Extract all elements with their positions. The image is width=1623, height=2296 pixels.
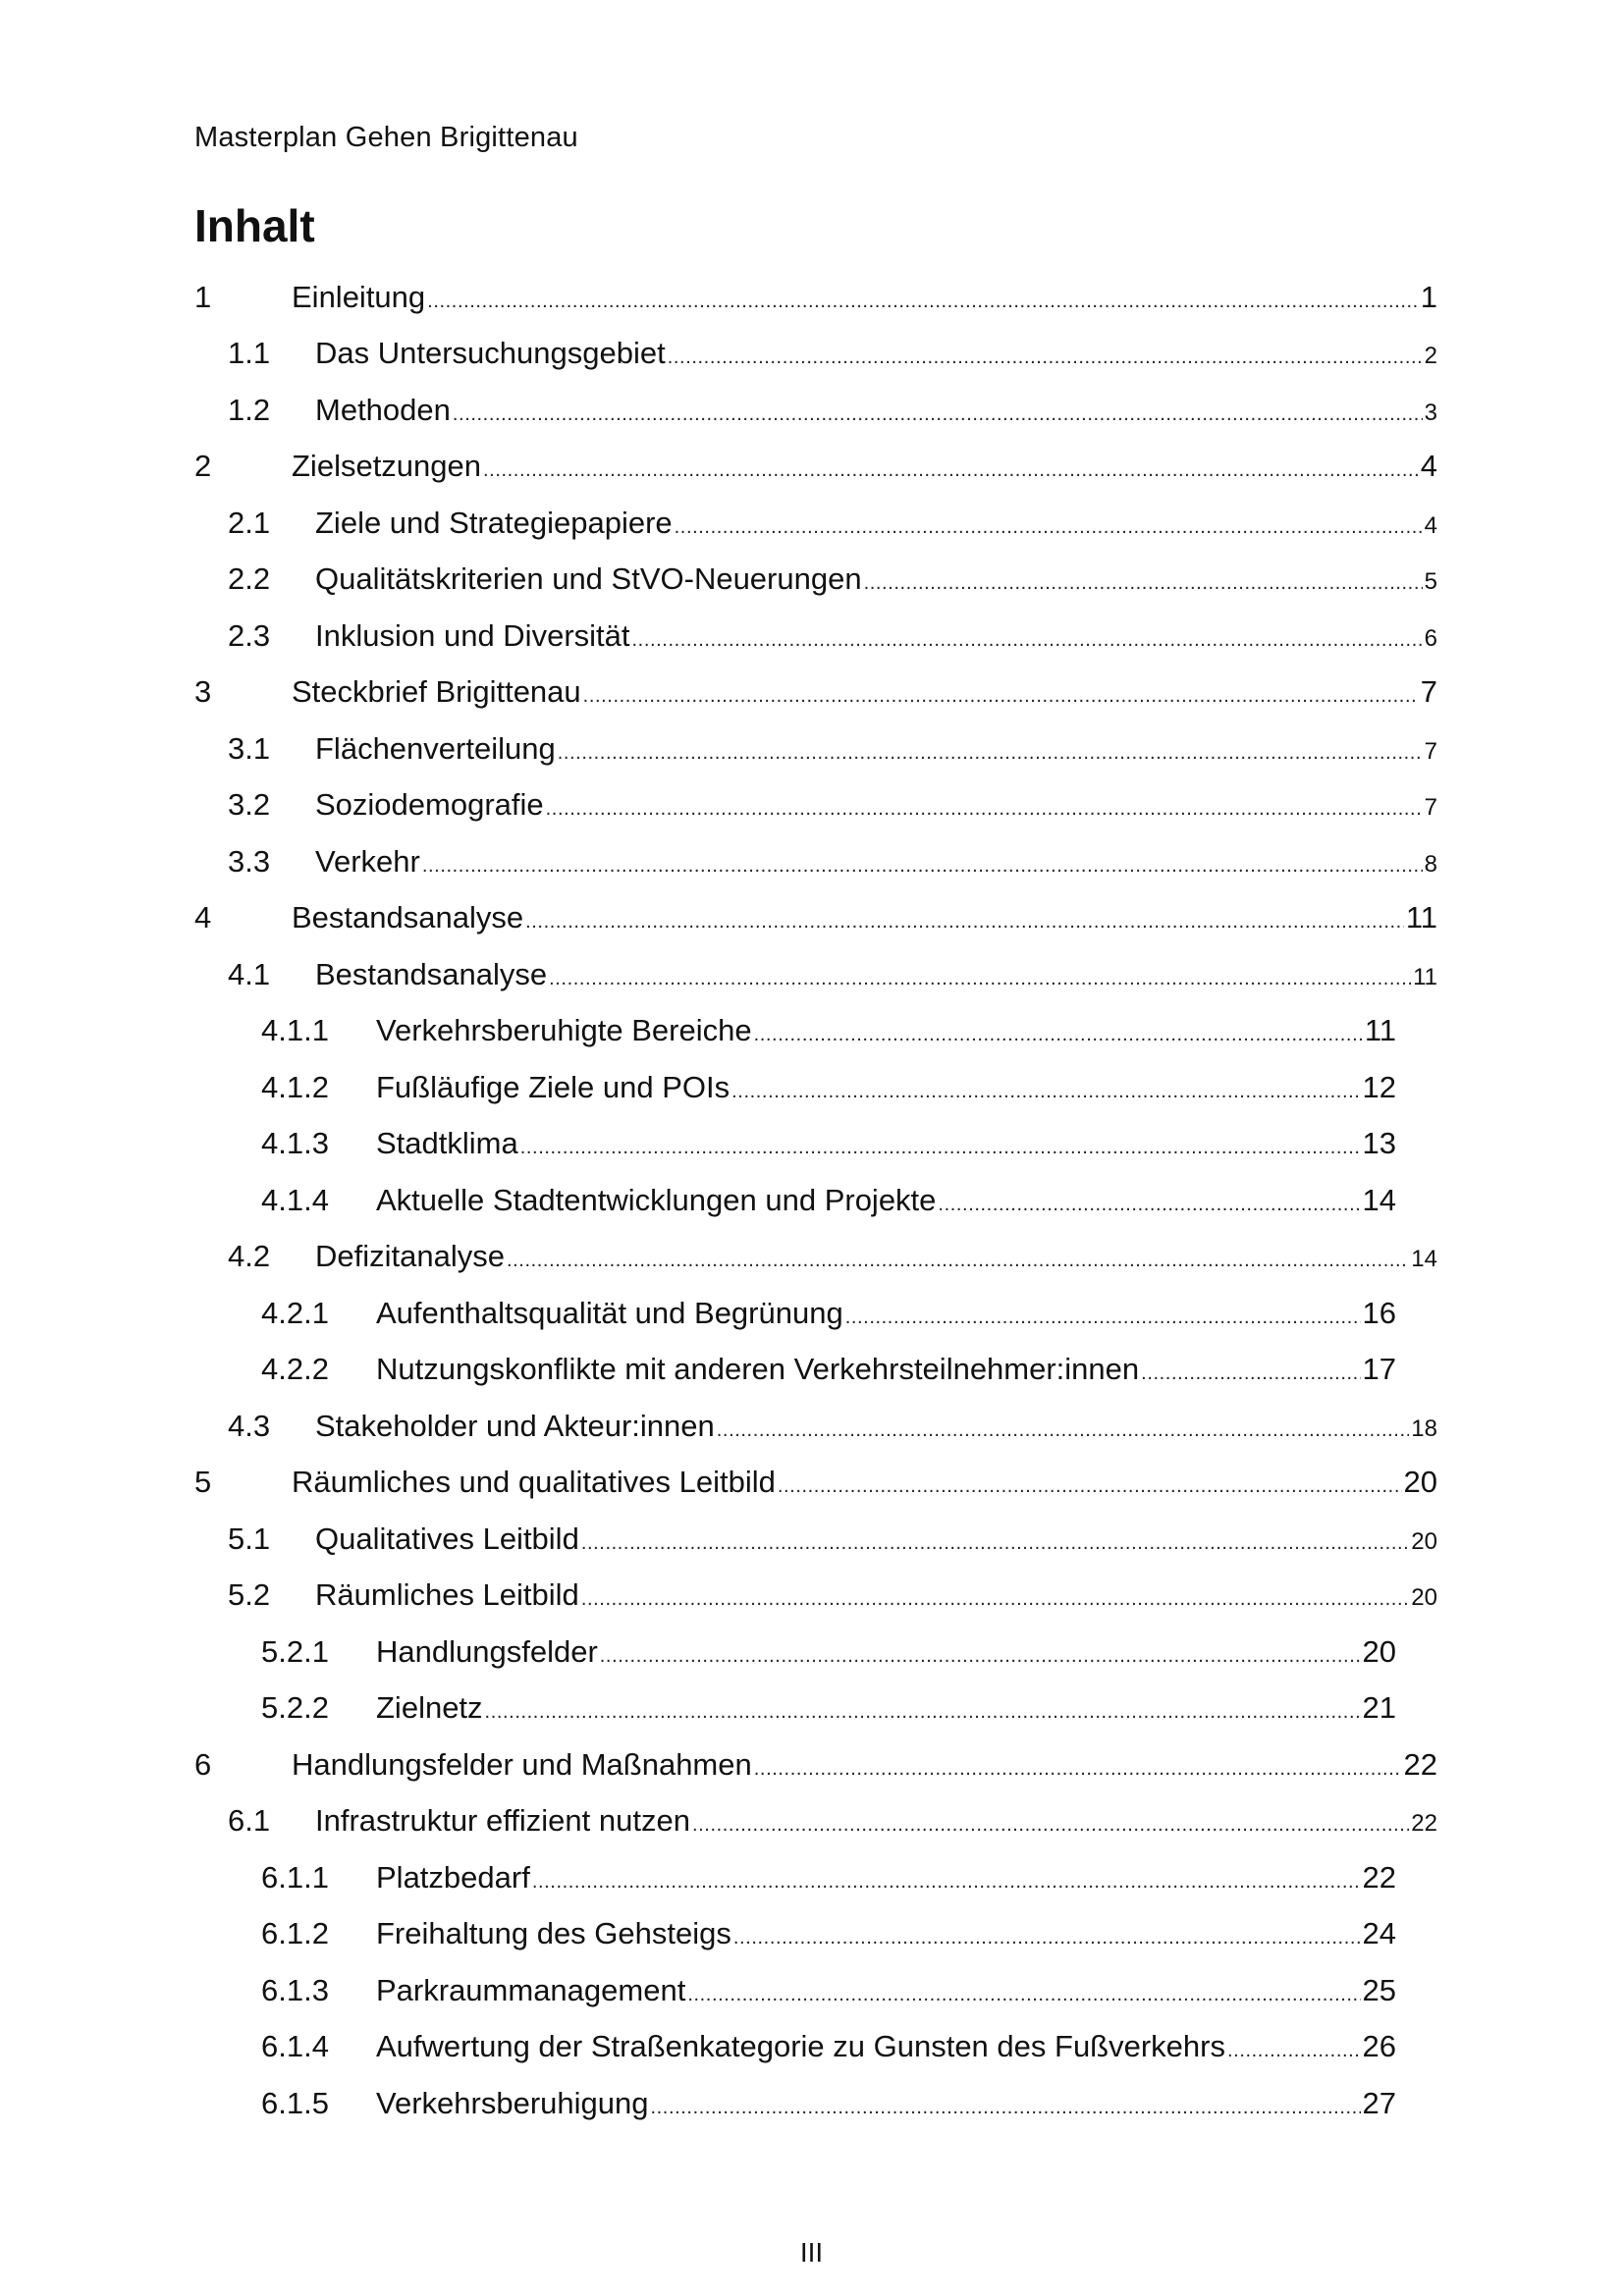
toc-entry-line [376,1973,1396,2008]
toc-dot-leader [864,572,1423,595]
toc-entry[interactable] [194,1059,1437,1116]
toc-entry-title: Freihaltung des Gehsteigs [376,1916,731,1951]
toc-entry-title: Räumliches Leitbild [315,1577,579,1613]
toc-entry-line [315,336,1437,371]
toc-entry-line [376,1916,1396,1951]
toc-entry-page: 17 [1362,1352,1396,1387]
toc-entry-line [315,618,1437,654]
toc-entry-number: 1 [194,279,212,314]
toc-entry-title: Zielnetz [376,1690,483,1726]
toc-entry-number: 3 [194,674,212,710]
toc-dot-leader [427,291,1419,313]
toc-entry[interactable] [194,1906,1437,1963]
toc-entry-line [315,1239,1437,1274]
toc-entry-page: 12 [1362,1069,1396,1104]
toc-entry[interactable] [194,1342,1437,1399]
toc-entry-page: 20 [1411,1527,1437,1555]
toc-entry-line [315,731,1437,767]
toc-entry-line [376,1352,1396,1387]
toc-entry-number: 1.1 [228,336,271,371]
toc-entry-line [292,449,1437,484]
toc-entry-number: 6 [194,1746,212,1782]
toc-entry-line [292,280,1437,315]
toc-entry-number: 2.2 [228,561,271,597]
toc-entry-page: 26 [1362,2029,1396,2064]
toc-entry-number: 4.2.2 [261,1352,329,1387]
toc-entry-number: 5.2.1 [261,1633,329,1669]
toc-entry-title: Aufwertung der Straßenkategorie zu Gunsten des Fußverkehrs [376,2029,1225,2064]
toc-entry[interactable] [194,495,1437,552]
toc-entry-number: 4.3 [228,1408,271,1443]
toc-dot-leader [668,347,1423,369]
toc-entry-title: Verkehrsberuhigte Bereiche [376,1013,752,1048]
toc-entry-number: 3.2 [228,787,271,823]
toc-entry-title: Aufenthaltsqualität und Begrünung [376,1295,843,1330]
toc-entry-page: 13 [1362,1126,1396,1161]
toc-dot-leader [558,742,1423,765]
toc-entry[interactable] [194,946,1437,1003]
toc-entry-page: 4 [1420,449,1437,484]
toc-entry-number: 4.1.2 [261,1069,329,1104]
toc-entry[interactable] [194,1455,1437,1512]
toc-entry-page: 11 [1413,963,1437,990]
toc-entry[interactable] [194,1285,1437,1342]
toc-entry[interactable] [194,833,1437,890]
toc-entry-line [315,1522,1437,1557]
toc-entry[interactable] [194,1624,1437,1681]
toc-dot-leader [422,855,1423,878]
toc-entry-page: 18 [1411,1415,1437,1442]
toc-entry-title: Parkraummanagement [376,1972,686,2007]
toc-entry-line [376,1690,1396,1726]
toc-entry-number: 4.1.3 [261,1126,329,1161]
toc-entry-number: 1.2 [228,392,271,427]
toc-dot-leader [731,1081,1360,1103]
toc-entry-page: 7 [1420,674,1437,710]
toc-entry-line [292,900,1437,935]
toc-entry-page: 22 [1403,1746,1437,1782]
toc-entry-number: 5.1 [228,1521,271,1556]
toc-entry[interactable] [194,1003,1437,1060]
toc-dot-leader [520,1137,1361,1159]
toc-entry-title: Fußläufige Ziele und POIs [376,1069,730,1104]
toc-entry-title: Einleitung [292,279,426,314]
toc-dot-leader [692,1814,1409,1837]
toc-entry-number: 6.1.3 [261,1972,329,2007]
toc-entry[interactable] [194,382,1437,439]
toc-entry[interactable] [194,1681,1437,1737]
toc-entry-title: Verkehrsberuhigung [376,2085,649,2120]
toc-entry-title: Infrastruktur effizient nutzen [315,1803,690,1839]
toc-dot-leader [581,1588,1409,1611]
toc-entry-title: Defizitanalyse [315,1239,505,1274]
toc-dot-leader [485,1701,1361,1724]
toc-dot-leader [632,629,1423,652]
toc-entry-title: Handlungsfelder [376,1633,598,1669]
toc-entry-page: 6 [1424,624,1437,652]
toc-entry-page: 16 [1362,1295,1396,1330]
toc-dot-leader [717,1419,1410,1442]
toc-entry-number: 6.1.5 [261,2085,329,2120]
toc-entry-title: Stadtklima [376,1126,518,1161]
toc-entry[interactable] [194,1172,1437,1229]
toc-entry[interactable] [194,439,1437,496]
toc-entry-line [376,1013,1396,1048]
toc-entry-title: Das Untersuchungsgebiet [315,336,666,371]
toc-dot-leader [532,1871,1361,1894]
toc-entry-number: 4.1.1 [261,1013,329,1048]
toc-entry-title: Handlungsfelder und Maßnahmen [292,1746,752,1782]
toc-entry-line [315,787,1437,823]
toc-entry-number: 6.1 [228,1803,271,1839]
toc-entry-number: 2.1 [228,505,271,540]
toc-entry[interactable] [194,1398,1437,1455]
toc-entry-title: Ziele und Strategiepapiere [315,505,673,540]
toc-entry[interactable] [194,2019,1437,2076]
toc-entry-page: 11 [1405,900,1437,935]
toc-entry-page: 20 [1403,1465,1437,1500]
toc-entry-line [376,1126,1396,1161]
toc-entry-page: 4 [1424,511,1437,539]
toc-entry[interactable] [194,890,1437,947]
toc-entry-title: Soziodemografie [315,787,544,823]
toc-entry-number: 3.1 [228,730,271,766]
toc-dot-leader [600,1645,1361,1668]
toc-entry-title: Steckbrief Brigittenau [292,674,581,710]
toc-dot-leader [546,798,1423,821]
toc-entry-line [315,1577,1437,1613]
toc-dot-leader [778,1475,1402,1498]
toc-entry[interactable] [194,777,1437,834]
toc-dot-leader [754,1024,1363,1046]
toc-entry-page: 20 [1362,1633,1396,1669]
toc-entry-line [376,1070,1396,1105]
toc-dot-leader [675,516,1423,539]
toc-entry-line [376,1634,1396,1670]
table-of-contents [194,269,1437,2132]
toc-entry-title: Aktuelle Stadtentwicklungen und Projekte [376,1182,937,1217]
toc-entry-page: 24 [1362,1916,1396,1951]
toc-entry-title: Stakeholder und Akteur:innen [315,1408,715,1443]
toc-entry-number: 4 [194,900,212,935]
toc-entry-line [315,1409,1437,1444]
toc-entry-page: 22 [1362,1859,1396,1895]
toc-entry-line [376,2029,1396,2064]
toc-entry-title: Räumliches und qualitatives Leitbild [292,1465,776,1500]
toc-entry-line [292,674,1437,710]
toc-dot-leader [845,1307,1361,1329]
running-header: Masterplan Gehen Brigittenau [194,122,578,153]
toc-entry-line [376,1183,1396,1218]
toc-dot-leader [733,1927,1361,1949]
toc-entry-line [315,957,1437,992]
toc-entry-line [376,2086,1396,2121]
toc-entry-page: 11 [1364,1013,1396,1048]
toc-dot-leader [549,968,1411,990]
toc-entry-page: 7 [1424,794,1437,822]
toc-entry-title: Inklusion und Diversität [315,617,630,653]
toc-entry-number: 2 [194,449,212,484]
toc-entry-number: 4.1.4 [261,1182,329,1217]
toc-dot-leader [583,685,1419,708]
toc-dot-leader [581,1532,1409,1555]
toc-entry-line [376,1860,1396,1896]
toc-entry-page: 1 [1420,279,1437,314]
toc-entry[interactable] [194,1962,1437,2019]
toc-entry[interactable] [194,665,1437,721]
toc-entry-line [292,1465,1437,1500]
toc-entry-title: Platzbedarf [376,1859,530,1895]
toc-entry-page: 27 [1362,2085,1396,2120]
toc-dot-leader [483,459,1419,482]
toc-entry[interactable] [194,1568,1437,1625]
toc-dot-leader [650,2097,1360,2119]
toc-entry-page: 21 [1362,1690,1396,1726]
toc-entry[interactable] [194,1736,1437,1793]
toc-entry-title: Flächenverteilung [315,730,556,766]
toc-dot-leader [453,403,1423,426]
toc-entry[interactable] [194,721,1437,777]
toc-entry-line [315,393,1437,428]
toc-entry-line [315,561,1437,597]
toc-entry-page: 14 [1411,1246,1437,1273]
toc-entry-page: 22 [1411,1810,1437,1838]
toc-entry[interactable] [194,2075,1437,2132]
toc-entry-page: 5 [1424,568,1437,596]
toc-entry-number: 5.2.2 [261,1690,329,1726]
toc-entry-line [315,506,1437,541]
toc-entry-number: 5 [194,1465,212,1500]
toc-entry-page: 25 [1362,1972,1396,2007]
toc-title: Inhalt [194,200,315,251]
toc-entry-title: Bestandsanalyse [292,900,524,935]
toc-dot-leader [1227,2040,1361,2062]
toc-entry-title: Verkehr [315,843,420,879]
toc-dot-leader [1141,1362,1360,1385]
toc-entry-page: 7 [1424,737,1437,765]
toc-entry-number: 2.3 [228,617,271,653]
toc-entry-number: 6.1.1 [261,1859,329,1895]
toc-entry-line [376,1296,1396,1331]
toc-entry-title: Zielsetzungen [292,449,482,484]
toc-entry[interactable] [194,1116,1437,1173]
toc-entry-page: 8 [1424,850,1437,878]
toc-entry-number: 4.1 [228,956,271,991]
toc-entry[interactable] [194,269,1437,326]
toc-entry-number: 5.2 [228,1577,271,1613]
toc-entry-page: 14 [1362,1182,1396,1217]
toc-entry[interactable] [194,1849,1437,1906]
toc-entry[interactable] [194,326,1437,383]
toc-entry-number: 4.2.1 [261,1295,329,1330]
toc-entry-title: Nutzungskonflikte mit anderen Verkehrsteilnehmer:innen [376,1352,1140,1387]
toc-dot-leader [938,1194,1360,1216]
toc-dot-leader [507,1250,1409,1272]
toc-entry[interactable] [194,1511,1437,1568]
toc-dot-leader [687,1984,1360,2006]
toc-entry-number: 6.1.2 [261,1916,329,1951]
page-number: III [799,2237,824,2268]
toc-dot-leader [754,1758,1402,1781]
toc-dot-leader [525,911,1404,934]
toc-entry[interactable] [194,1793,1437,1850]
toc-entry-number: 6.1.4 [261,2029,329,2064]
toc-entry[interactable] [194,552,1437,609]
toc-entry[interactable] [194,608,1437,665]
toc-entry-page: 3 [1424,399,1437,426]
toc-entry-line [315,844,1437,880]
toc-entry[interactable] [194,1229,1437,1286]
toc-entry-title: Methoden [315,392,451,427]
toc-entry-page: 20 [1411,1584,1437,1612]
toc-entry-number: 3.3 [228,843,271,879]
toc-entry-line [292,1747,1437,1783]
toc-entry-title: Qualitatives Leitbild [315,1521,579,1556]
toc-entry-page: 2 [1424,343,1437,370]
toc-entry-line [315,1803,1437,1839]
toc-entry-number: 4.2 [228,1239,271,1274]
toc-entry-title: Bestandsanalyse [315,956,548,991]
toc-entry-title: Qualitätskriterien und StVO-Neuerungen [315,561,862,597]
